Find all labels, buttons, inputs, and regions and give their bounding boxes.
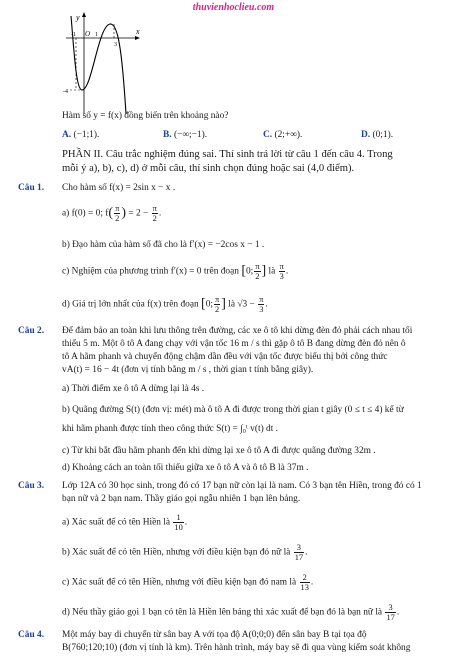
x-axis-label: x bbox=[136, 27, 140, 36]
option-a: A. (−1;1). bbox=[62, 130, 100, 140]
y-tick-minus4: -4 bbox=[63, 89, 68, 95]
q2-item-b-line1: b) Quãng đường S(t) (đơn vị: mét) mà ô tô A đi được trong thời gian t giây (0 ≤ t ≤ 4) kể từ bbox=[62, 405, 404, 415]
y-axis-arrow bbox=[82, 12, 86, 17]
x-tick-pos: 1 bbox=[95, 32, 98, 38]
q2-item-d: d) Khoảng cách an toàn tối thiểu giữa xe ô tô A và ô tô B là 37m . bbox=[62, 463, 309, 473]
q1-label: Câu 1. bbox=[18, 183, 45, 193]
site-watermark: thuvienhoclieu.com bbox=[192, 2, 275, 13]
x-axis-arrow bbox=[135, 36, 140, 40]
x-tick-3: 3 bbox=[114, 42, 117, 48]
q3-label: Câu 3. bbox=[18, 481, 45, 491]
part2-heading-line1: PHẦN II. Câu trắc nghiệm đúng sai. Thí sinh trả lời từ câu 1 đến câu 4. Trong bbox=[62, 149, 393, 160]
q3-line2: bạn nữ và 2 bạn nam. Thầy giáo gọi ngẫu nhiên 1 bạn lên bảng. bbox=[62, 494, 301, 504]
q2-line2: thiểu 5 m. Một ô tô A đang chạy với vận tốc 16 m / s thì gặp ô tô B đang dừng đèn đỏ nên ô bbox=[62, 339, 406, 349]
part2-heading-line2: mỗi ý a), b), c), d) ở mỗi câu, thí sinh chọn đúng hoặc sai (4,0 điểm). bbox=[62, 163, 355, 174]
q2-item-c: c) Từ khi bắt đầu hãm phanh đến khi dừng lại xe ô tô A đi được quãng đường 32m . bbox=[62, 446, 376, 456]
x-tick-neg: -1 bbox=[71, 32, 76, 38]
q2-line3: tô A hãm phanh và chuyển động chậm dần đều với vận tốc được biểu thị bởi công thức bbox=[62, 352, 388, 362]
q2-line1: Để đảm bảo an toàn khi lưu thông trên đường, các xe ô tô khi dừng đèn đỏ phải cách nhau tối bbox=[62, 326, 413, 336]
q2-item-b-line2: khi hãm phanh được tính theo công thức S(t) = ∫₀ᵗ v(t) dt . bbox=[62, 424, 279, 434]
q1-item-d: d) Giá trị lớn nhất của f(x) trên đoạn [0; $\frac{\pi}{2}$ ] là √3 − $\frac{\pi}{3}$ . bbox=[62, 295, 268, 314]
q4-line2: B(760;120;10) (đơn vị tính là km). Trên hành trình, máy bay sẽ đi qua vùng kiểm soát không bbox=[62, 643, 411, 653]
q3-line1: Lớp 12A có 30 học sinh, trong đó có 17 bạn nữ còn lại là nam. Có 3 bạn tên Hiền, trong đó có 1 bbox=[62, 481, 422, 491]
function-graph bbox=[62, 10, 142, 116]
q4-label: Câu 4. bbox=[18, 630, 45, 640]
q1-item-b: b) Đạo hàm của hàm số đã cho là f′(x) = −2cos x − 1 . bbox=[62, 240, 265, 250]
origin-label: O bbox=[85, 30, 91, 38]
q2-label: Câu 2. bbox=[18, 326, 45, 336]
q3-item-d: d) Nếu thầy giáo gọi 1 bạn có tên là Hiền lên bảng thì xác xuất để bạn đó là bạn nữ là $\frac{3}{17}$ . bbox=[62, 603, 400, 622]
q4-line1: Một máy bay di chuyển từ sân bay A với tọa độ A(0;0;0) đến sân bay B tại tọa độ bbox=[62, 630, 367, 640]
q3-item-b: b) Xác suất để có tên Hiền, nhưng với điều kiện bạn đó nữ là $\frac{3}{17}$ . bbox=[62, 543, 308, 562]
q3-item-a: a) Xác suất để có tên Hiền là $\frac{1}{10}$ . bbox=[62, 513, 188, 532]
q1-item-a: a) f(0) = 0; f( $\frac{\pi}{2}$ ) = 2 − $\frac{\pi}{2}$ . bbox=[62, 204, 162, 223]
q3-item-c: c) Xác suất để có tên Hiền, nhưng với điều kiện bạn đó nam là $\frac{2}{13}$ . bbox=[62, 573, 314, 592]
q1-item-c: c) Nghiệm của phương trình f′(x) = 0 trên đoạn [0; $\frac{\pi}{2}$ ] là $\frac{\pi}{3}$ . bbox=[62, 262, 289, 281]
option-b: B. (−∞;−1). bbox=[163, 130, 208, 140]
y-axis-label: y bbox=[76, 13, 80, 22]
q2-line4: vA(t) = 16 − 4t (đơn vị tính bằng m / s , thời gian t tính bằng giây). bbox=[62, 365, 314, 375]
question-stem: Hàm số y = f(x) đồng biến trên khoảng nào? bbox=[62, 111, 229, 121]
function-curve bbox=[71, 16, 126, 114]
q1-stem: Cho hàm số f(x) = 2sin x − x . bbox=[62, 183, 176, 193]
q2-item-a: a) Thời điểm xe ô tô A dừng lại là 4s . bbox=[62, 384, 205, 394]
option-d: D. (0;1). bbox=[361, 130, 394, 140]
option-c: C. (2;+∞). bbox=[263, 130, 303, 140]
